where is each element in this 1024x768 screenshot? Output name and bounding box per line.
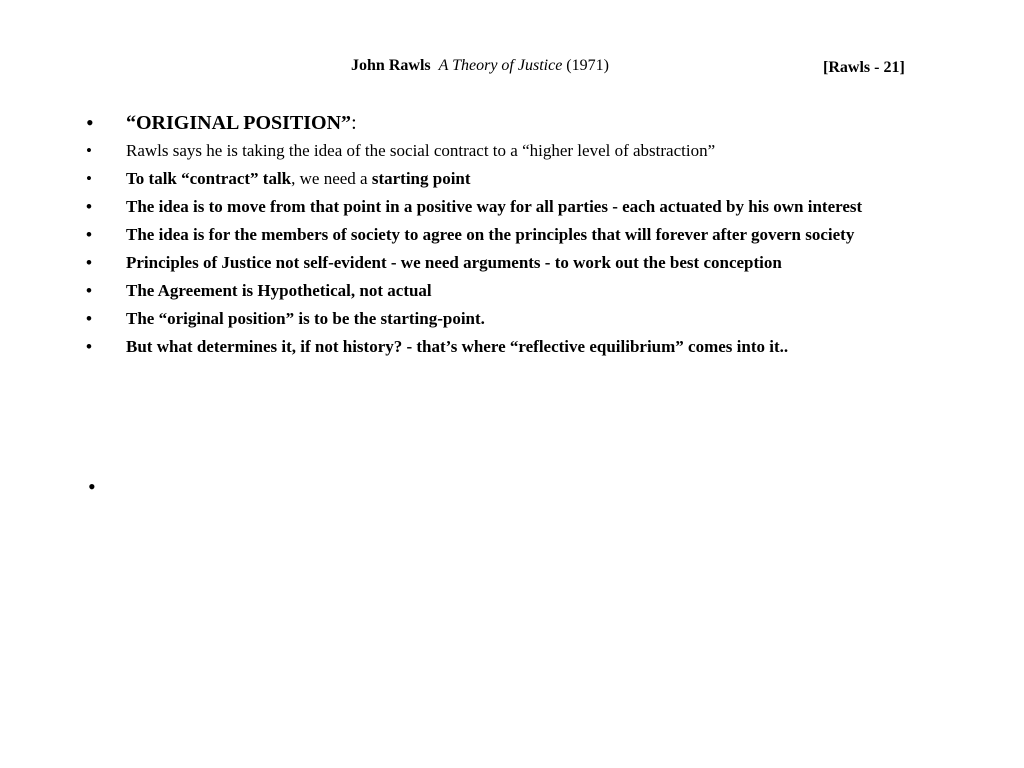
heading-suffix: : bbox=[351, 112, 357, 134]
heading-item bbox=[86, 110, 936, 136]
bullet-icon: • bbox=[86, 337, 92, 356]
bullet-icon: • bbox=[86, 225, 92, 244]
bullet-icon: • bbox=[86, 197, 92, 216]
list-item bbox=[86, 195, 936, 219]
bullet-icon: • bbox=[86, 281, 92, 300]
list-item-text-bold: starting point bbox=[371, 169, 471, 188]
list-item-text-bold: To talk “contract” talk bbox=[126, 169, 292, 188]
list-item-text: But what determines it, if not history? - that’s where “reflective equilibrium” comes into it.. bbox=[126, 337, 789, 356]
slide-header-title bbox=[0, 57, 960, 75]
list-item bbox=[86, 167, 936, 191]
list-item bbox=[86, 307, 936, 331]
bullet-icon: • bbox=[86, 141, 92, 160]
list-item-text: Principles of Justice not self-evident - we need arguments - to work out the best conception bbox=[126, 253, 782, 272]
list-item-text: The idea is to move from that point in a positive way for all parties - each actuated by his own interest bbox=[126, 197, 863, 216]
list-item bbox=[86, 223, 936, 247]
empty-bullet-icon: • bbox=[88, 474, 96, 499]
list-item-text: The “original position” is to be the starting-point. bbox=[126, 309, 485, 328]
book-title: A Theory of Justice bbox=[438, 57, 563, 74]
list-item-text: The Agreement is Hypothetical, not actual bbox=[126, 281, 432, 300]
slide-reference: [Rawls - 21] bbox=[823, 59, 905, 76]
publication-year: (1971) bbox=[566, 57, 609, 74]
heading-label: “ORIGINAL POSITION” bbox=[126, 112, 352, 134]
bullet-icon: • bbox=[86, 309, 92, 328]
list-item-text: Rawls says he is taking the idea of the social contract to a “higher level of abstraction” bbox=[126, 141, 716, 160]
author-name: John Rawls bbox=[351, 57, 431, 74]
list-item-text: , we need a bbox=[291, 169, 372, 188]
list-item bbox=[86, 139, 936, 163]
bullet-icon: • bbox=[86, 110, 94, 135]
bullet-icon: • bbox=[86, 253, 92, 272]
list-item bbox=[86, 251, 936, 275]
list-item bbox=[86, 279, 936, 303]
bullet-list bbox=[86, 110, 936, 363]
bullet-icon: • bbox=[86, 169, 92, 188]
list-item-text: The idea is for the members of society to agree on the principles that will forever after govern society bbox=[126, 225, 855, 244]
list-item bbox=[86, 335, 936, 359]
